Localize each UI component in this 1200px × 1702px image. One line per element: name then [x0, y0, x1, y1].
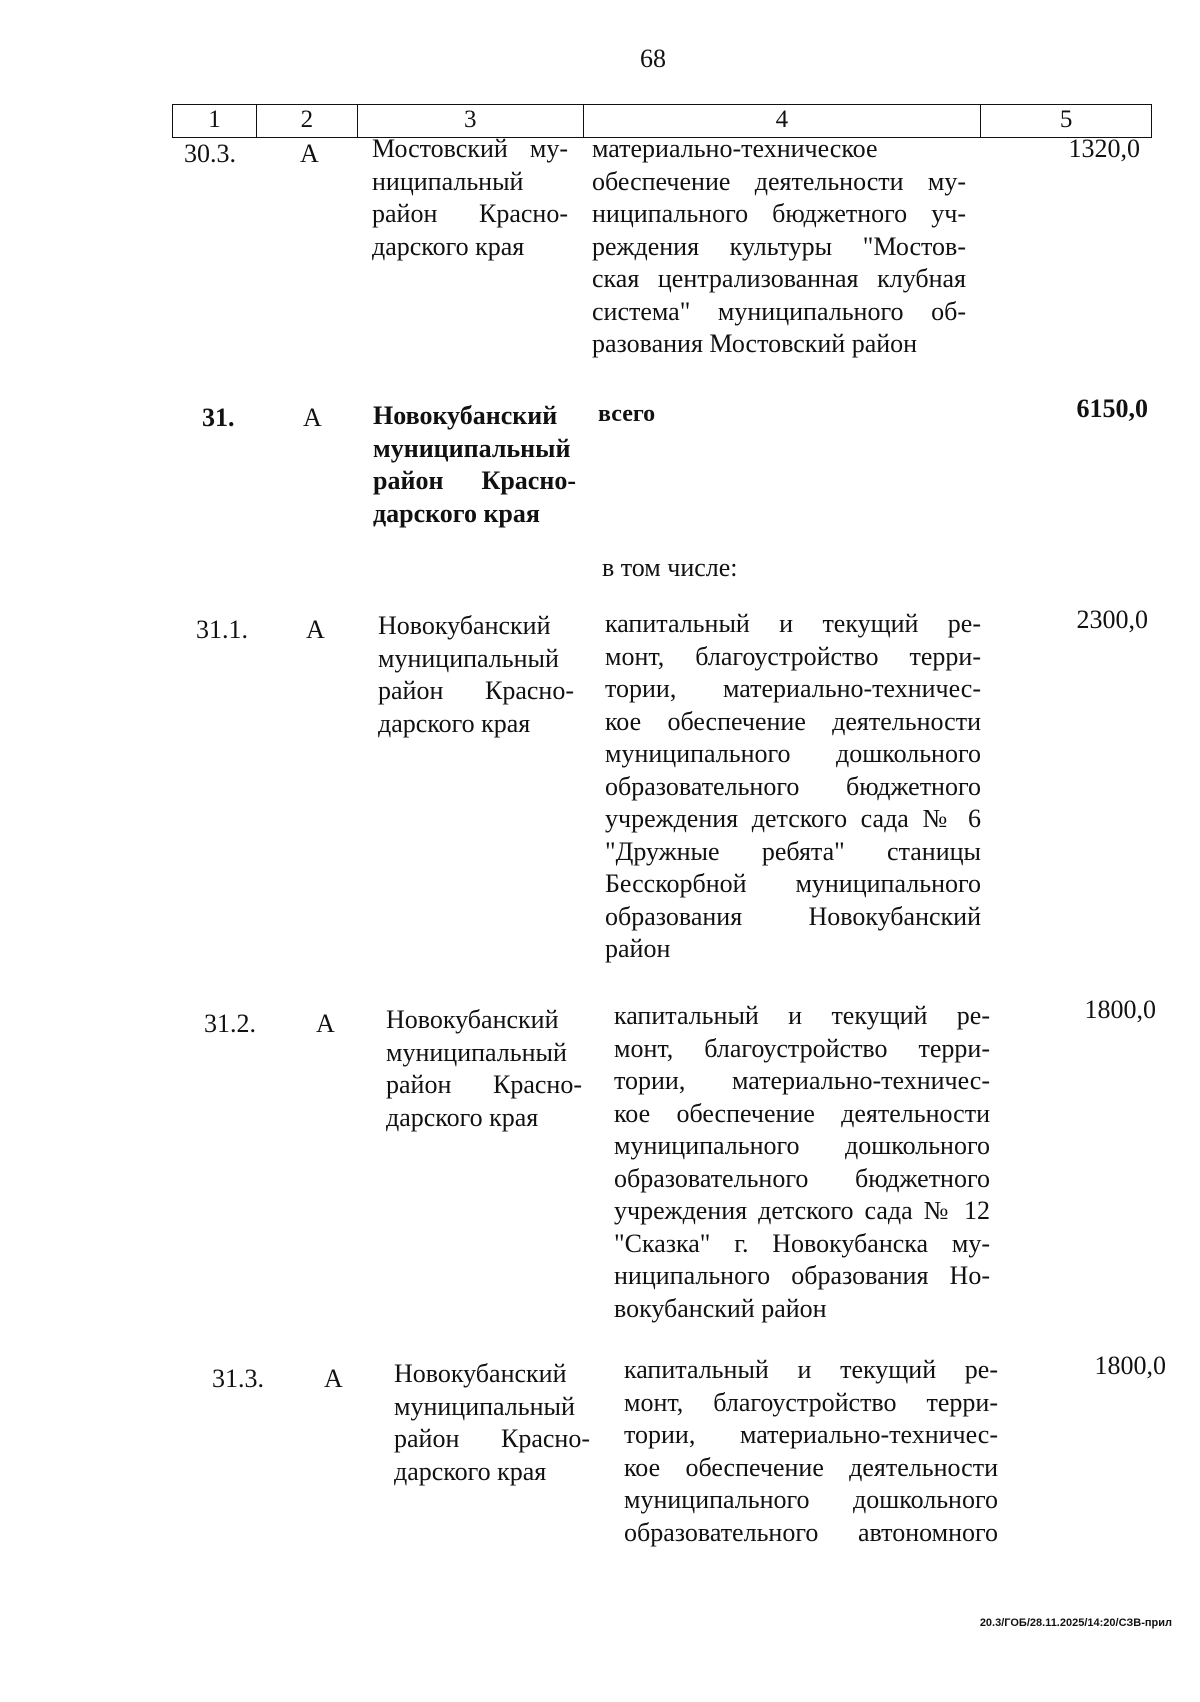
row-name: Новокубанский муниципальный район Красно- дарского края	[386, 1005, 582, 1132]
row-code: А	[306, 615, 325, 644]
row-purpose: материально-техническое обеспечение деятельности му- ниципального бюджетного уч- реждения культуры "Мостов- ская централизованная клубная система" муниципального об- разования Мостовский район	[592, 134, 966, 358]
page-number: 68	[640, 44, 666, 73]
footer-document-code: 20.3/ГОБ/28.11.2025/14:20/СЗВ-прил	[979, 1617, 1172, 1629]
row-name: Новокубанский муниципальный район Красно- дарского края	[378, 611, 574, 738]
row-code: А	[303, 403, 322, 432]
row-code: А	[300, 139, 319, 168]
row-number: 30.3.	[184, 139, 236, 168]
row-note: в том числе:	[602, 553, 738, 582]
row-code: А	[316, 1009, 335, 1038]
row-amount: 1320,0	[1068, 134, 1140, 163]
header-cell-5: 5	[981, 105, 1152, 137]
row-number: 31.	[202, 403, 235, 432]
row-name: Новокубанский муниципальный район Красно- дарского края	[394, 1359, 590, 1486]
row-purpose: капитальный и текущий ре- монт, благоустройство терри- тории, материально-техничес- кое обеспечение деятельности муниципального дошкольного образовательного автономного	[624, 1355, 998, 1547]
row-number: 31.1.	[196, 615, 248, 644]
header-cell-1: 1	[173, 105, 257, 137]
row-amount: 2300,0	[1076, 605, 1148, 634]
row-amount: 1800,0	[1084, 995, 1156, 1024]
row-amount: 6150,0	[1076, 394, 1148, 423]
row-number: 31.2.	[204, 1009, 256, 1038]
row-amount: 1800,0	[1094, 1351, 1166, 1380]
row-name: Новокубанский муниципальный район Красно- дарского края	[373, 401, 576, 528]
row-purpose: капитальный и текущий ре- монт, благоустройство терри- тории, материально-техничес- кое обеспечение деятельности муниципального дошкольного образовательного бюджетного учреждения детского сада № 12 "Сказка" г. Новокубанска му- ниципального образования Но- вокубанский район	[614, 1001, 990, 1323]
header-cell-3: 3	[358, 105, 584, 137]
row-code: А	[324, 1364, 343, 1393]
header-cell-2: 2	[257, 105, 358, 137]
row-name: Мостовский му- ниципальный район Красно- дарского края	[372, 134, 568, 261]
row-number: 31.3.	[212, 1364, 264, 1393]
header-cell-4: 4	[584, 105, 982, 137]
row-purpose: капитальный и текущий ре- монт, благоустройство терри- тории, материально-техничес- кое обеспечение деятельности муниципального дошкольного образовательного бюджетного учреждения детского сада № 6 "Дружные ребята" станицы Бесскорбной муниципального образования Новокубанский район	[605, 609, 981, 963]
row-purpose: всего	[598, 401, 656, 427]
